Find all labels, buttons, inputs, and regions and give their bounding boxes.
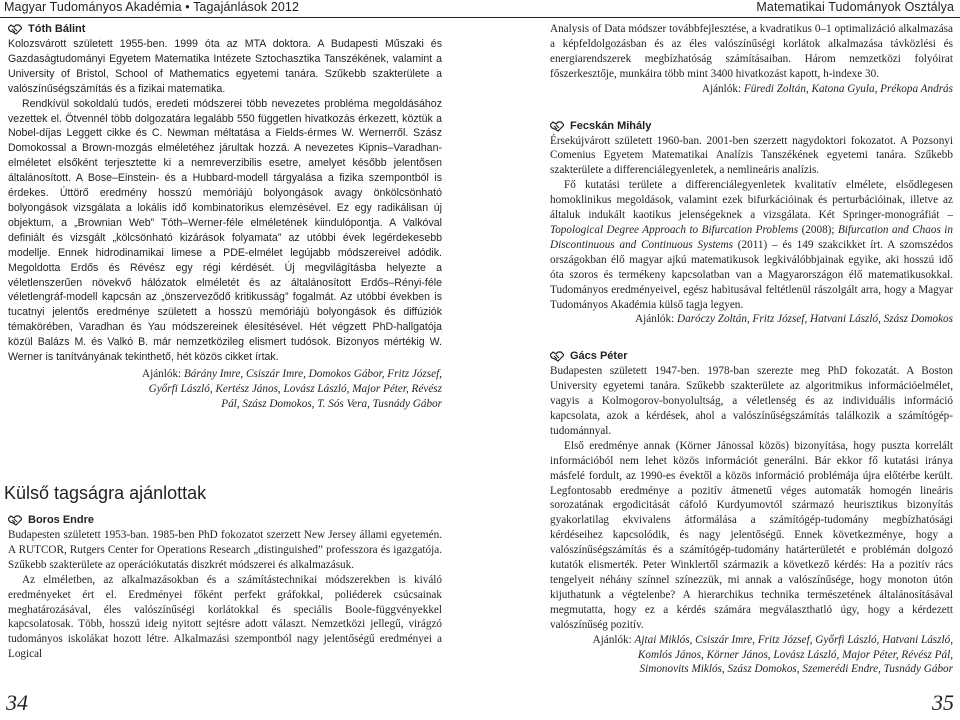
page-number-right: 35	[932, 690, 954, 715]
entry-name: Fecskán Mihály	[550, 119, 953, 134]
recommenders	[550, 312, 953, 327]
header-rule	[0, 17, 960, 18]
entry-body	[8, 528, 442, 662]
recommenders-label: Ajánlók:	[701, 82, 742, 95]
header-left: Magyar Tudományos Akadémia • Tagajánlások 2012	[4, 0, 300, 14]
entry-toth-balint	[8, 22, 442, 412]
entry-intro: Budapesten született 1947-ben. 1978-ban szerezte meg PhD fokozatát. A Boston University egyetemi tanára. Szűkebb szakterülete az algoritmikus információelmélet, vagyis a Kolmogorov-bonyolultság, a véletlenség és az individuális információ kapcsolata, azok a kérdések, ahol a valószínűségszámítás találkozik a számítógép-tudománnyal.	[550, 365, 953, 437]
entry-boros-continued	[550, 22, 953, 97]
recommenders-names: Ajtai Miklós, Csiszár Imre, Fritz József, Győrfi László, Hatvani László, Komlós János, Körner János, Lovász László, Major Péter, Révész Pál, Simonovits Miklós, Szász Domokos, Szemerédi Endre, Tusnády Gábor	[634, 633, 953, 676]
section-title: Külső tagságra ajánlottak	[4, 483, 207, 503]
entry-paragraph: Első eredménye annak (Körner Jánossal közös) bizonyítása, hogy puszta korrelált információból nem lehet közös információt generálni. Bár ekkor fő kutatási iránya másfelé fordult, az 1990-es évektől a közös információ problémája újra előtérbe került. Legfontosabb eredménye a pozitív átmenetű véges automaták homogén lineáris sorozatának ergodicitását cáfoló Kurdyumovtól származó heurisztikus bizonyítás gyakorlatilag ekvivalens átformálása a számítógép-tudomány megbízhatósági kérdéseihez kapcsolódik, és nagy jelentőségű. Ennek következménye, hogy a valószínűségszámítás és a számítógép-tudomány határterületét e problémán dolgozó kutatók elismerték. Peter Winklertől származik a következő kérdés: Ha a pozitív rács tengelyeit néhány színnel színezzük, mi annak a valószínűsége, hogy monoton útón kijuthatunk a végtelenbe? A hierarchikus technika természetének általánosításával megmutatta, hogy ez a kérdés számára megválaszthatló úgy, hogy a kérdezett valószínűség pozitív.	[550, 439, 953, 631]
handshake-bullet-icon	[550, 121, 564, 132]
entry-body	[8, 37, 442, 412]
recommenders-label: Ajánlók:	[635, 313, 675, 326]
entry-body	[550, 22, 953, 97]
entry-paragraph: Fő kutatási területe a differenciálegyenletek kvalitatív elmélete, elsődlegesen homoklinikus megoldások, valamint ezek bifurkációinak és perturbációinak, illetve az általuk indukált kaotikus jelenségeknek a vizsgálata. Két Springer-monográfiát – Topological Degree Approach to Bifurcation Problems (2008); Bifurcation and Chaos in Discontinuous and Continuous Systems (2011) – és 149 szakcikket írt. A szomszédos országokban élő magyar ajkú matematikusok legkiválóbbjainak egyike, aki hosszú idő óta szoros és termékeny kapcsolatban van a Magyarországon élő matematikusokkal. Tudományos eredményeivel, egész habitusával feltétlenül rászolgált arra, hogy a Magyar Tudományos Akadémia külső tagja legyen.	[550, 179, 954, 311]
book-title: Topological Degree Approach to Bifurcation Problems	[550, 223, 799, 236]
recommenders-label: Ajánlók:	[142, 367, 182, 380]
entry-body	[550, 134, 953, 328]
left-column	[8, 22, 442, 412]
entry-intro: Érsekújvárott született 1960-ban. 2001-ben szerzett nagydoktori fokozatot. A Pozsonyi Comenius Egyetem Matematikai Analízis Tanszékének egyetemi tanára. Szűkebb szakterülete a differenciálegyenletek, a nemlineáris analízis.	[550, 134, 953, 177]
entry-name: Gács Péter	[550, 349, 953, 364]
entry-body	[550, 364, 953, 677]
book-title: Bifurcation and Chaos in Discontinuous and Continuous Systems	[550, 223, 953, 251]
entry-name: Tóth Bálint	[8, 22, 442, 37]
entry-boros-endre	[8, 513, 442, 662]
recommenders	[8, 367, 442, 412]
entry-fecskan-mihaly	[550, 119, 953, 328]
handshake-bullet-icon	[8, 515, 22, 526]
recommenders-names: Füredi Zoltán, Katona Gyula, Prékopa András	[743, 82, 953, 95]
left-column-lower	[8, 513, 442, 662]
entry-paragraph: Rendkívül sokoldalú tudós, eredeti módszerei több nevezetes probléma megoldásához vezettek el. Ötvennél több dolgozatára legalább 550 független hivatkozás érkezett, köztük a Nobel-díjas Leggett cikke és C. Newman méltatása a Fields-érmes W. Wernerről. Szász Domokossal a Brown-mozgás elméletéhez járultak hozzá. A nevezetes Kipnis–Varadhan-elméletet elsőként terjesztette ki a nemreverzibilis esetre, amelyet később jelentősen általánosított. A Bose–Einstein- és a Hubbard-modell tárgyalása a fizika szempontból is érdekes. Úttörő eredmény hosszú memóriájú bolyongások avagy önkölcsönható bolyongások vizsgálata a lokális idő kombinatorikus elemzésével. Ez egy radikálisan új objektum, a „Brownian Web” Tóth–Werner-féle elméletének kiindulópontja. A Valkóval definiált és vizsgált „kölcsönható kizárások folyamata” az utóbbi évek legérdekesebb modellje. Ennek hidrodinamikai limese a PDE-elmélet legújabb módszereivel adódik. Megoldotta Erdős és Révész egy régi kérdését. Új megvilágításba helyezte a véletlenszerűen növekvő hálózatok elméletét és az általánosított Erdős–Rényi-féle véletlengráf-modell kapcsán az „önszerveződő kritikusság” fogalmát. Az utóbbi években is tucatnyi jelentős eredménye született a hosszú memóriájú bolyongások és diffúziók témakörében, Varadhan és Yau módszereinek élesítésével. Hét végzett PhD-hallgatója közül Balázs M. és Valkó B. már nemzetközileg elismert tudósok. Bizonyos mértékig W. Werner is tanítványának tekinthető, hét közös cikket írtak.	[8, 97, 442, 364]
handshake-bullet-icon	[8, 24, 22, 35]
entry-name: Boros Endre	[8, 513, 442, 528]
right-column	[550, 22, 953, 677]
recommenders	[550, 633, 953, 678]
entry-gacs-peter	[550, 349, 953, 677]
entry-paragraph: Az elméletben, az alkalmazásokban és a számítástechnikai módszerekben is kiváló eredményeket ért el. Eredményei főként perfekt gráfokkal, poliéderek csúcsainak meghatározásával, éles valószínűségi korlátokkal és speciális Boole-függvényekkel kapcsolatosak. Több, hosszú ideig nyitott sejtésre adott választ. Nemzetközi jellegű, virágzó tudományos iskolákat hozott létre. Alkalmazási szempontból nagy jelentőségű eredményei a Logical	[8, 573, 442, 661]
handshake-bullet-icon	[550, 351, 564, 362]
page-number-left: 34	[6, 690, 28, 715]
header-right: Matematikai Tudományok Osztálya	[756, 0, 954, 14]
recommenders-names: Bárány Imre, Csiszár Imre, Domokos Gábor, Fritz József, Győrfi László, Kertész János, Lovász László, Major Péter, Révész Pál, Szász Domokos, T. Sós Vera, Tusnády Gábor	[148, 367, 442, 410]
recommenders-label: Ajánlók:	[592, 633, 632, 646]
entry-intro: Kolozsvárott született 1955-ben. 1999 óta az MTA doktora. A Budapesti Műszaki és Gazdaságtudományi Egyetem Matematika Intézete Sztochasztika Tanszékének, valamint a University of Bristol, School of Mathematics egyetemi tanára. Szűkebb szakterülete a valószínűségszámítás és a fizikai matematika.	[8, 38, 442, 95]
recommenders-names: Daróczy Zoltán, Fritz József, Hatvani László, Szász Domokos	[677, 313, 953, 326]
entry-intro: Budapesten született 1953-ban. 1985-ben PhD fokozatot szerzett New Jersey állami egyetemén. A RUTCOR, Rutgers Center for Operations Research „distinguished” professzora és igazgatója. Szűkebb szakterülete az operációkutatás diszkrét módszerei és alkalmazásuk.	[8, 529, 442, 571]
entry-paragraph: Analysis of Data módszer továbbfejlesztése, a kvadratikus 0–1 optimalizáció alkalmazása a képfeldolgozásban és az éles valószínűségi korlátok alkalmazása távközlési és energiarendszerek megbízhatóság számításaiban. Három nemzetközi folyóirat főszerkesztője, munkáira több mint 3400 hivatkozást kapott, h-indexe 30.	[550, 23, 953, 80]
recommenders	[550, 82, 953, 97]
